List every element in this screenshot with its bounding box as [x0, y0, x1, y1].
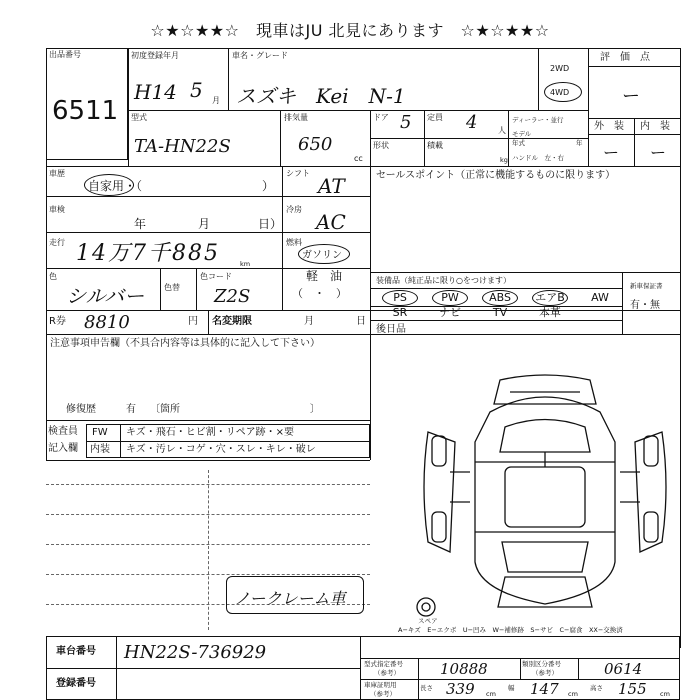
capacity-unit: 人 — [498, 126, 506, 135]
model-value: TA-HN22S — [134, 136, 231, 157]
type-approval-label: 型式指定番号 — [364, 660, 403, 668]
line — [538, 48, 539, 110]
model-label: 型式 — [131, 113, 147, 122]
fuel-diesel: 軽 油 — [306, 269, 343, 283]
repair-label: 修復歴 — [66, 404, 96, 415]
dims-height: 155 — [618, 680, 647, 698]
equipment-ps: PS — [393, 291, 407, 304]
type-approval-sub: （参考） — [374, 669, 400, 677]
first-reg-label: 初度登録年月 — [131, 51, 179, 60]
repair-bracket: 〔箇所 〕 — [150, 404, 320, 415]
line — [634, 118, 635, 166]
car-diagram — [410, 372, 680, 622]
interior-value: ー — [650, 143, 667, 162]
recycle-unit: 円 — [188, 316, 198, 327]
shift-value: AT — [318, 174, 345, 198]
line — [86, 441, 370, 442]
listing-label: 出品番号 — [49, 50, 81, 59]
color-label: 色 — [49, 272, 57, 281]
line — [280, 110, 281, 166]
plate-label: 登録番号 — [56, 678, 96, 689]
dims-length-unit: cm — [486, 690, 496, 698]
dims-length-label: 長さ — [420, 684, 433, 692]
line — [160, 268, 161, 310]
model-year-label-1: モデル — [512, 130, 532, 138]
history-circle — [84, 174, 134, 196]
line — [370, 138, 588, 139]
line — [588, 66, 680, 67]
selling-points-label: セールスポイント（正常に機能するものに限ります） — [376, 170, 616, 181]
line — [46, 334, 680, 335]
line — [370, 288, 622, 289]
equipment-leather: 本革 — [539, 306, 561, 319]
inspection-month: 月 — [198, 217, 211, 231]
first-reg-month: 5 — [190, 78, 203, 102]
interior-label: 内 装 — [640, 121, 670, 132]
aircon-value: AC — [316, 210, 346, 234]
equipment-abs-circle — [482, 290, 518, 306]
equipment-aw: AW — [591, 291, 609, 304]
inspector-interior-items: キズ・汚レ・コゲ・穴・スレ・キレ・破レ — [126, 444, 316, 455]
model-year-label-2: 年式 — [512, 139, 525, 147]
steering-label: ハンドル 左・右 — [512, 154, 564, 162]
color-change-label: 色替 — [164, 283, 180, 292]
equipment-abs: ABS — [489, 291, 511, 304]
name-change-label: 名変期限 — [212, 316, 252, 327]
dims-width-unit: cm — [568, 690, 578, 698]
load-unit: kg — [500, 156, 508, 164]
color-value: シルバー — [66, 284, 145, 308]
doors-label: ドア — [373, 113, 389, 122]
type-approval-value: 10888 — [440, 660, 488, 678]
inspector-label-1: 検査員 — [48, 426, 78, 437]
category-sub: （参考） — [532, 669, 558, 677]
inspection-label: 車検 — [49, 205, 65, 214]
fuel-label: 燃料 — [286, 238, 302, 247]
recycle-value: 8810 — [84, 312, 130, 333]
dealer-label: ディーラー・並行 — [512, 116, 564, 124]
listing-number: 6511 — [52, 96, 119, 126]
fuel-other: （ ・ ） — [292, 287, 347, 300]
dims-label-1: 車庫証明用 — [364, 681, 397, 689]
chassis-label: 車台番号 — [56, 646, 96, 657]
name-change-day: 日 — [356, 316, 366, 327]
warranty-value: 有・無 — [630, 300, 660, 311]
category-label: 類別区分番号 — [522, 660, 561, 668]
line — [46, 166, 680, 167]
repair-value: 有 — [126, 404, 136, 415]
line — [370, 166, 371, 460]
line — [520, 658, 521, 679]
aircon-label: 冷房 — [286, 205, 302, 214]
notes-label: 注意事項申告欄（不具合内容等は具体的に記入して下さい） — [50, 338, 320, 349]
retrofit-label: 後日品 — [376, 324, 406, 335]
equipment-pw-circle — [432, 290, 468, 306]
dims-width: 147 — [530, 680, 559, 698]
name-change-month: 月 — [304, 316, 314, 327]
damage-legend: A−キズ E−エクボ U−凹み W−補修跡 S−サビ C−腐食 XX−交換済 — [398, 626, 623, 634]
line — [46, 48, 680, 49]
fuel-gasoline-circle — [298, 244, 350, 264]
load-label: 積載 — [427, 141, 443, 150]
mileage-value: 14万7千885 — [76, 241, 220, 266]
equipment-ps-circle — [382, 290, 418, 306]
displacement-unit: cc — [354, 154, 363, 163]
line — [128, 110, 588, 111]
category-value: 0614 — [604, 660, 643, 678]
doors-value: 5 — [400, 112, 412, 133]
shift-label: シフト — [286, 169, 310, 178]
line — [360, 636, 361, 700]
equipment-navi: ナビ — [439, 306, 461, 319]
line — [128, 48, 129, 166]
drive-2wd: 2WD — [550, 64, 570, 73]
rating-label: 評 価 点 — [600, 52, 650, 63]
line — [282, 166, 283, 310]
line — [46, 460, 370, 461]
inspection-year: 年 — [134, 217, 147, 231]
drive-4wd-circle — [544, 82, 582, 102]
line — [196, 268, 197, 310]
no-claim-stamp-text: ノークレーム車 — [234, 589, 346, 608]
inspector-fw-items: キズ・飛石・ヒビ割・リペア跡・×要 — [126, 427, 294, 438]
equipment-airbag: エアB — [535, 291, 565, 304]
line — [680, 48, 681, 648]
dims-width-label: 幅 — [508, 684, 515, 692]
rating-value: ー — [622, 86, 640, 107]
exterior-value: ー — [603, 143, 620, 162]
history-label: 車歴 — [49, 169, 65, 178]
model-year-unit: 年 — [576, 139, 583, 147]
equipment-tv: TV — [492, 306, 508, 319]
dims-height-unit: cm — [660, 690, 670, 698]
shape-label: 形状 — [373, 141, 389, 150]
inspector-interior: 内装 — [90, 444, 110, 455]
line — [208, 310, 209, 334]
car-name-value: スズキ Kei N-1 — [236, 84, 406, 108]
line — [588, 134, 680, 135]
header-banner: ☆★☆★★☆ 現車はJU 北見にあります ☆★☆★★☆ — [150, 21, 550, 40]
warranty-label: 新車保証書 — [630, 282, 663, 290]
dims-length: 339 — [446, 680, 475, 698]
inspector-label-2: 記入欄 — [48, 443, 78, 454]
inspection-day: 日） — [258, 217, 283, 231]
spare-label: スペア — [418, 617, 438, 625]
line — [578, 658, 579, 679]
dims-height-label: 高さ — [590, 684, 603, 692]
car-name-label: 車名・グレード — [232, 51, 288, 60]
exterior-label: 外 装 — [594, 121, 624, 132]
history-value: 自家用・（ ） — [88, 179, 275, 193]
line — [46, 668, 360, 669]
mileage-label: 走行 — [49, 238, 65, 247]
line — [588, 118, 680, 119]
equipment-pw: PW — [441, 291, 459, 304]
drive-4wd: 4WD — [550, 88, 570, 97]
line — [120, 424, 121, 458]
color-code-label: 色コード — [200, 272, 232, 281]
capacity-label: 定員 — [427, 113, 443, 122]
first-reg-era-year: H14 — [134, 80, 177, 104]
fuel-gasoline: ガソリン — [302, 250, 342, 261]
mileage-unit: km — [240, 260, 251, 268]
equipment-airbag-circle — [532, 290, 568, 306]
line — [116, 636, 117, 700]
displacement-value: 650 — [298, 134, 333, 155]
dashed-line — [208, 470, 209, 630]
line — [46, 48, 47, 460]
line — [46, 310, 680, 311]
line — [370, 272, 680, 273]
color-code-value: Z2S — [214, 286, 251, 307]
displacement-label: 排気量 — [284, 113, 308, 122]
dims-label-2: （参考） — [370, 690, 396, 698]
line — [370, 320, 622, 321]
line — [46, 420, 370, 421]
line — [228, 48, 229, 110]
inspector-fw: FW — [92, 427, 108, 438]
chassis-value: HN22S-736929 — [124, 642, 267, 663]
capacity-value: 4 — [466, 112, 478, 133]
equipment-label: 装備品（純正品に限り○をつけます） — [376, 276, 511, 285]
recycle-label: R券 — [49, 316, 66, 327]
line — [418, 658, 419, 700]
first-reg-month-label: 月 — [212, 96, 220, 105]
equipment-sr: SR — [392, 306, 408, 319]
